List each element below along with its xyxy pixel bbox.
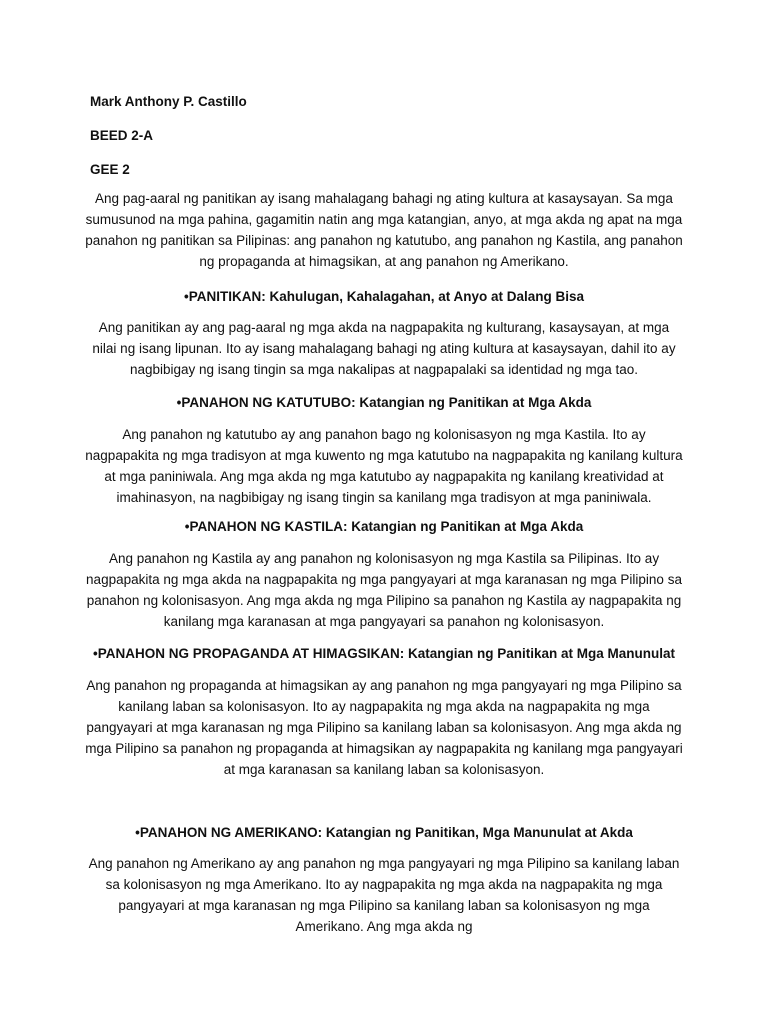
section-body: Ang panahon ng katutubo ay ang panahon bago ng kolonisasyon ng mga Kastila. Ito ay nagpapakita ng mga tradisyon at mga kuwento ng mga katutubo na nagpapakita ng kanilang kultura at mga paniniwala. Ang mga akda ng mga katutubo ay nagpapakita ng kanilang kreatividad at imahinasyon, na nagbibigay ng isang tingin sa kanilang mga tradisyon at mga paniniwala. <box>85 427 683 505</box>
section-heading: •PANAHON NG AMERIKANO: Katangian ng Panitikan, Mga Manunulat at Akda <box>135 825 633 840</box>
section-body: Ang panitikan ay ang pag-aaral ng mga akda na nagpapakita ng kulturang, kasaysayan, at mga nilai ng isang lipunan. Ito ay isang mahalagang bahagi ng ating kultura at kasaysayan, dahil ito ay nagbibigay ng isang tingin sa mga nakalipas at nagpapalaki sa identidad ng mga tao. <box>92 320 676 377</box>
section-heading: •PANITIKAN: Kahulugan, Kahalagahan, at Anyo at Dalang Bisa <box>183 289 585 304</box>
author-name: Mark Anthony P. Castillo <box>90 94 247 109</box>
section-body: Ang panahon ng Kastila ay ang panahon ng kolonisasyon ng mga Kastila sa Pilipinas. Ito ay nagpapakita ng mga akda na nagpapakita ng mga pangyayari at mga karanasan ng mga Pilipino sa panahon ng kolonisasyon. Ang mga akda ng mga Pilipino sa panahon ng Kastila ay nagpapakita ng kanilang mga karanasan at mga pangyayari sa panahon ng kolonisasyon. <box>86 551 682 629</box>
section-heading: •PANAHON NG KASTILA: Katangian ng Panitikan at Mga Akda <box>184 519 584 534</box>
intro-paragraph: Ang pag-aaral ng panitikan ay isang mahalagang bahagi ng ating kultura at kasaysayan. Sa mga sumusunod na mga pahina, gagamitin natin ang mga katangian, anyo, at mga akda ng apat na mga panahon ng panitikan sa Pilipinas: ang panahon ng katutubo, ang panahon ng Kastila, ang panahon ng propaganda at himagsikan, at ang panahon ng Amerikano. <box>85 191 683 269</box>
section-heading: •PANAHON NG KATUTUBO: Katangian ng Panitikan at Mga Akda <box>176 395 592 410</box>
section-body: Ang panahon ng Amerikano ay ang panahon ng mga pangyayari ng mga Pilipino sa kanilang laban sa kolonisasyon ng mga Amerikano. Ito ay nagpapakita ng mga akda na nagpapakita ng mga pangyayari at mga karanasan ng mga Pilipino sa kanilang laban sa kolonisasyon ng mga Amerikano. Ang mga akda ng <box>88 856 680 934</box>
section-heading: •PANAHON NG PROPAGANDA AT HIMAGSIKAN: Katangian ng Panitikan at Mga Manunulat <box>93 646 675 661</box>
section-body: Ang panahon ng propaganda at himagsikan ay ang panahon ng mga pangyayari ng mga Pilipino sa kanilang laban sa kolonisasyon. Ito ay nagpapakita ng mga akda na nagpapakita ng mga pangyayari at mga karanasan ng mga Pilipino sa kanilang laban sa kolonisasyon. Ang mga akda ng mga Pilipino sa panahon ng propaganda at himagsikan ay nagpapakita ng kanilang mga pangyayari at mga karanasan sa kanilang laban sa kolonisasyon. <box>85 678 683 777</box>
section-label: BEED 2-A <box>90 128 154 143</box>
course-label: GEE 2 <box>90 162 130 177</box>
